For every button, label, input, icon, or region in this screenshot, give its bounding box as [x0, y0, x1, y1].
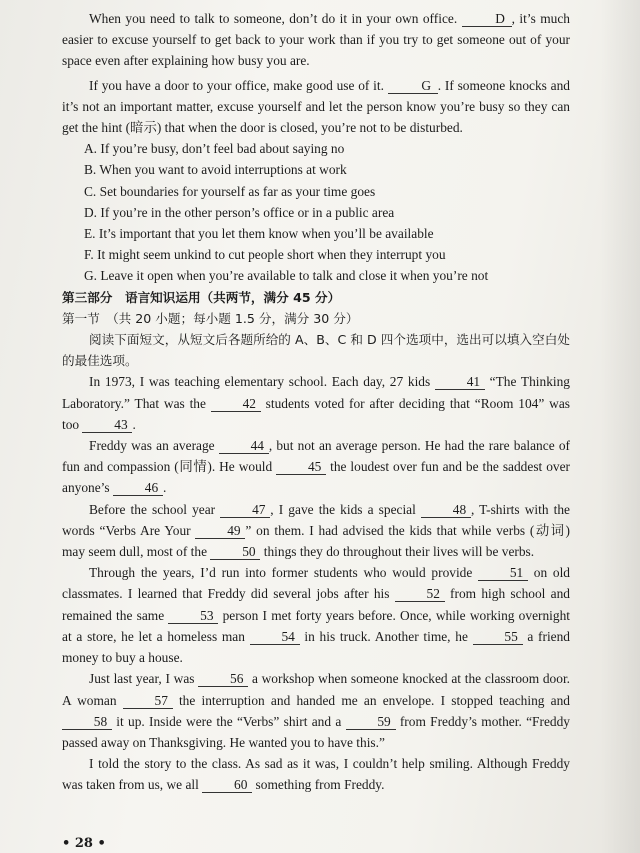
blank-52: 52	[395, 586, 445, 602]
blank-43: 43	[82, 417, 132, 433]
instructions: 阅读下面短文，从短文后各题所给的 A、B、C 和 D 四个选项中，选出可以填入空白处的最佳选项。	[62, 332, 570, 369]
blank-58: 58	[62, 714, 112, 730]
option-e: E. It’s important that you let them know when you’ll be available	[84, 226, 434, 242]
option-d: D. If you’re in the other person’s office or in a public area	[84, 204, 395, 220]
page-edge-shadow	[600, 0, 640, 853]
section1-heading: 第一节 （共 20 小题；每小题 1.5 分，满分 30 分）	[62, 310, 359, 326]
blank-46: 46	[113, 480, 163, 496]
blank-51: 51	[478, 565, 528, 581]
option-b: B. When you want to avoid interruptions at work	[84, 162, 347, 178]
reading-paragraph-2: If you have a door to your office, make good use of it. G . If someone knocks and it’s not an important matter, excuse yourself and let the person know you’re busy so they can get the hint (暗示) that when the door is closed, you’re not to be disturbed.	[62, 77, 570, 136]
answer-blank-g: G	[388, 78, 438, 94]
page-content	[62, 8, 570, 796]
part3-heading: 第三部分 语言知识运用（共两节，满分 45 分）	[62, 289, 341, 305]
option-g: G. Leave it open when you’re available to talk and close it when you’re not	[84, 268, 489, 284]
blank-45: 45	[276, 459, 326, 475]
blank-55: 55	[473, 629, 523, 645]
blank-41: 41	[435, 374, 485, 390]
blank-47: 47	[220, 502, 270, 518]
blank-49: 49	[195, 523, 245, 539]
blank-56: 56	[198, 671, 248, 687]
reading-paragraph-1: When you need to talk to someone, don’t do it in your own office. D , it’s much easier to excuse yourself to get back to your work than if you try to get someone out of your space even after explaining how busy you are.	[62, 11, 571, 69]
passage-paragraph: Before the school year 47 , I gave the kids a special 48 , T-shirts with the words “Verbs Are Your 49 ” on them. I had advised the kids that while verbs (动词) may seem dull, most of the 50 things they do throughout their lives will be verbs.	[62, 501, 570, 560]
blank-54: 54	[250, 629, 300, 645]
blank-48: 48	[421, 502, 471, 518]
passage-paragraph: Just last year, I was 56 a workshop when someone knocked at the classroom door. A woman 57 the interruption and handed me an envelope. I stopped teaching and 58 it up. Inside were the “Verbs” shirt and a 59 from Freddy’s mother. “Freddy passed away on Thanksgiving. He wanted you to have this.”	[62, 671, 571, 750]
passage-paragraph: Through the years, I’d run into former students who would provide 51 on old classmates. I learned that Freddy did several jobs after his 52 from high school and remained the same 53 person I met forty years before. Once, while working overnight at a store, he let a homeless man 54 in his truck. Another time, he 55 a friend money to buy a house.	[62, 565, 571, 666]
answer-blank-d: D	[462, 11, 512, 27]
page-number: • 28 •	[62, 836, 106, 851]
blank-57: 57	[123, 693, 173, 709]
option-c: C. Set boundaries for yourself as far as your time goes	[84, 183, 376, 199]
blank-50: 50	[210, 544, 260, 560]
passage-paragraph: I told the story to the class. As sad as it was, I couldn’t help smiling. Although Freddy was taken from us, we all 60 something from Freddy.	[62, 756, 570, 793]
blank-42: 42	[211, 396, 261, 412]
blank-60: 60	[202, 777, 252, 793]
passage-paragraph: In 1973, I was teaching elementary school. Each day, 27 kids 41 “The Thinking Laboratory.” That was the 42 students voted for after deciding that “Room 104” was too 43 .	[62, 374, 571, 432]
passage-paragraph: Freddy was an average 44 , but not an average person. He had the rare balance of fun and compassion (同情). He would 45 the loudest over fun and be the saddest over anyone’s 46 .	[62, 438, 570, 496]
option-f: F. It might seem unkind to cut people short when they interrupt you	[84, 247, 446, 263]
blank-44: 44	[219, 438, 269, 454]
blank-53: 53	[168, 608, 218, 624]
blank-59: 59	[346, 714, 396, 730]
option-a: A. If you’re busy, don’t feel bad about saying no	[84, 141, 345, 157]
